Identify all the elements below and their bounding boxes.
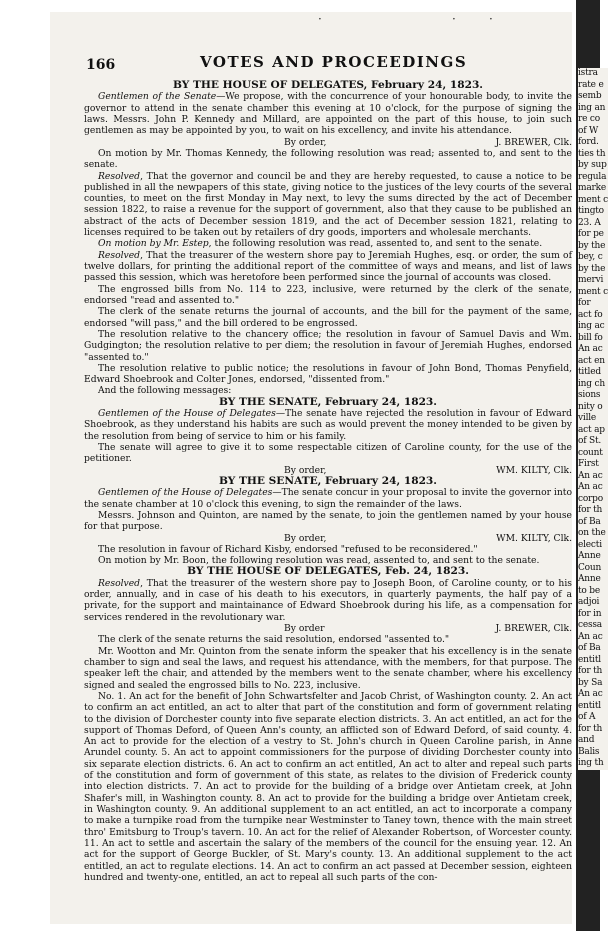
margin-fragment: regula bbox=[578, 171, 607, 182]
margin-fragment: for th bbox=[578, 723, 603, 734]
margin-fragment: act ap bbox=[578, 424, 605, 435]
margin-fragment: ties th bbox=[578, 148, 606, 159]
paragraph-text: Mr. Wootton and Mr. Quinton from the senate inform the speaker that his excellency is in the senate chamber to sign and seal the laws, and request his attendance, with the members, for that purpose. The speaker left the chair, and attended by the members went to the senate chamber, where his excellency signed and sealed the engrossed bills to No. 223, inclusive. bbox=[84, 645, 572, 691]
margin-fragment: rate e bbox=[578, 79, 604, 90]
body-text bbox=[84, 80, 572, 883]
margin-fragment: electi bbox=[578, 539, 602, 550]
signature-by-order: By order, bbox=[284, 464, 327, 476]
margin-fragment: istra bbox=[578, 68, 598, 78]
paragraph-text: The resolution relative to public notice; the resolutions in favour of John Bond, Thomas Penyfield, Edward Shoebrook and Colter Jones, endorsed, "dissented from." bbox=[84, 362, 572, 386]
section-heading: BY THE HOUSE OF DELEGATES, February 24, 1823. bbox=[172, 79, 484, 91]
paragraph bbox=[84, 691, 572, 883]
signature-by-order: By order, bbox=[284, 136, 327, 148]
paragraph bbox=[84, 329, 572, 363]
paragraph-lead: Gentlemen of the House of Delegates bbox=[98, 487, 273, 499]
signature-line bbox=[84, 533, 572, 544]
margin-fragment: re co bbox=[578, 114, 600, 124]
margin-fragment: by the bbox=[578, 240, 606, 251]
margin-fragment: An ac bbox=[578, 470, 603, 481]
margin-fragment: ing ac bbox=[578, 321, 605, 331]
margin-fragment: An ac bbox=[578, 344, 603, 354]
paragraph bbox=[84, 363, 572, 386]
ink-speck: · bbox=[489, 12, 493, 26]
margin-fragment: to be bbox=[578, 585, 600, 596]
paragraph-text: The engrossed bills from No. 114 to 223, inclusive, were returned by the clerk of the senate, endorsed "read and assented to." bbox=[84, 283, 572, 306]
margin-fragment: Anne bbox=[578, 551, 601, 561]
paragraph-text: No. 1. An act for the benefit of John Schwartsfelter and Jacob Christ, of Washington county. 2. An act to confirm an act entitled, an act to alter that part of the constitution and form of government relating to the division of Dorchester county into five separate election districts. 3. An act entitled, an act for the support of Thomas Deford, of Queen Ann's county, an afflicted son of Edward Deford, of said county. 4. An act to provide for the election of a vestry to St. John's church in Queen Caroline parish, in Anne Arundel county. 5. An act to appoint commissioners for the purpose of dividing Dorchester county into six separate election districts. 6. An act to confirm an act entitled, An act to alter and repeal such parts of the constitution and form of government of this state, as relates to the division of Frederick county into election districts. 7. An act to provide for the building of a bridge over Antietam creek, at John Shafer's mill, in Washington county. 8. An act to provide for the building a bridge over Antietam creek, in Washington county. 9. An additional supplement to an act entitled, an act to incorporate a company to make a turnpike road from the turnpike near Westminster to Taney town, thence with the main street thro' Emitsburg to Troup's tavern. 10. An act for the relief of Alexander Robertson, of Worcester county. 11. An act to settle and ascertain the salary of the members of the council for the ensuing year. 12. An act for the support of George Buckler, of St. Mary's county. 13. An additional supplement to the act entitled, an act to regulate elections. 14. An act to confirm an act passed at December session, eighteen hundred and twenty-one, entitled, an act to repeal all such parts of the con- bbox=[84, 690, 572, 883]
margin-fragment: ing an bbox=[578, 102, 606, 113]
paragraph bbox=[84, 510, 572, 533]
paragraph-text: On motion by Mr. Thomas Kennedy, the following resolution was read; assented to, and sent to the senate. bbox=[84, 147, 572, 171]
paragraph bbox=[84, 284, 572, 307]
margin-fragment: 23. A bbox=[578, 217, 601, 228]
paragraph-text: , That the treasurer of the western shore pay to Joseph Boon, of Caroline county, or to his order, annually, and in case of his death to his executors, in quarterly payments, the half pay of a private, for the support and maintainance of Edward Shoebrook during his life, as a compensation for services rendered in the revolutionary war. bbox=[84, 577, 572, 623]
section-heading: BY THE SENATE, February 24, 1823. bbox=[218, 474, 437, 487]
signature-by-order: By order, bbox=[284, 532, 327, 544]
paragraph-text: The resolution in favour of Richard Kisby, endorsed "refused to be reconsidered." bbox=[98, 543, 478, 555]
margin-fragment: titled bbox=[578, 367, 601, 377]
margin-fragment: ing th bbox=[578, 758, 604, 768]
signature-line bbox=[84, 137, 572, 148]
signature-clerk: J. BREWER, Clk. bbox=[495, 136, 572, 148]
margin-fragment: entitl bbox=[578, 700, 601, 711]
paragraph-text: On motion by Mr. Boon, the following resolution was read, assented to, and sent to the senate. bbox=[98, 555, 540, 567]
paragraph bbox=[84, 171, 572, 239]
margin-fragment: for th bbox=[578, 505, 603, 515]
paragraph-text: Messrs. Johnson and Quinton, are named by the senate, to join the gentlemen named by your house for that purpose. bbox=[84, 509, 572, 533]
paragraph-text: —We propose, with the concurrence of your honourable body, to invite the governor to attend in the senate chamber this evening at 10 o'clock, for the purpose of signing the laws. Messrs. John P. Kennedy and Millard, are appointed on the part of this house, to join such gentlemen as may be appointed by you, to wait on his excellency, and invite his attendance. bbox=[84, 91, 572, 137]
margin-fragment: An ac bbox=[578, 482, 603, 492]
margin-fragment: for pe bbox=[578, 229, 604, 239]
paragraph-lead: Gentlemen of the House of Delegates bbox=[98, 408, 276, 420]
paragraph bbox=[84, 578, 572, 623]
margin-fragment: for th bbox=[578, 666, 603, 676]
margin-fragment: corpo bbox=[578, 493, 603, 504]
margin-fragment: ing ch bbox=[578, 378, 605, 389]
ink-speck: · bbox=[318, 12, 322, 26]
margin-fragment: cessa bbox=[578, 620, 602, 630]
paragraph-text: The clerk of the senate returns the said resolution, endorsed "assented to." bbox=[98, 634, 450, 646]
margin-fragment: by Sa bbox=[578, 677, 603, 688]
section-heading: BY THE SENATE, February 24, 1823. bbox=[218, 395, 437, 408]
paragraph-text: The resolution relative to the chancery office; the resolution in favour of Samuel Davis and Wm. Gudgington; the resolution relative to per diem; the resolution in favour of Jeremiah Hughes, endorsed "assented to." bbox=[84, 328, 572, 363]
margin-fragment: ment c bbox=[578, 194, 608, 205]
paragraph-lead: Gentlemen of the Senate bbox=[98, 91, 217, 103]
paragraph-lead: Resolved bbox=[98, 170, 141, 182]
margin-fragment: ville bbox=[578, 413, 597, 423]
margin-fragment: An ac bbox=[578, 631, 603, 642]
margin-fragment: Anne bbox=[578, 574, 601, 584]
margin-fragment: act fo bbox=[578, 309, 603, 320]
signature-line bbox=[84, 623, 572, 634]
margin-fragment: of Ba bbox=[578, 643, 601, 653]
paragraph bbox=[84, 238, 572, 249]
paragraph-text: —The senate concur in your proposal to invite the governor into the senate chamber at 10 o'clock this evening, to sign the remainder of the laws. bbox=[84, 487, 572, 510]
margin-fragment: of W bbox=[578, 125, 599, 136]
margin-fragment: of Ba bbox=[578, 516, 601, 527]
paragraph bbox=[84, 306, 572, 329]
margin-fragment: Balis bbox=[578, 746, 600, 757]
paragraph-text: , That the governor and council be and they are hereby requested, to cause a notice to be published in all the newpapers of this state, giving notice to the justices of the levy courts of the several counties, to meet on the first Monday in May next, to levy the sums directed by the act of December session 1822, to raise a revenue for the support of government, also that they cause to be published an abstract of the acts of December session 1819, and the act of December session 1821, relating to licenses required to be taken out by retailers of dry goods, importers and wholesale merchants. bbox=[84, 170, 572, 239]
paragraph-text: , That the treasurer of the western shore pay to Jeremiah Hughes, esq. or order, the sum of twelve dollars, for printing the additional report of the committee of ways and means, and list of laws passed this session, which was heretofore been performed since the journal of accounts was closed. bbox=[84, 249, 572, 284]
paragraph bbox=[84, 487, 572, 510]
margin-fragment: and bbox=[578, 735, 595, 745]
margin-fragment: tingto bbox=[578, 206, 604, 216]
margin-fragment: bey, c bbox=[578, 252, 603, 262]
margin-fragment: on the bbox=[578, 528, 606, 538]
margin-fragment: ment c bbox=[578, 286, 608, 297]
paragraph-lead: Resolved bbox=[98, 249, 141, 261]
ink-speck: · bbox=[452, 12, 456, 26]
margin-fragment: semb bbox=[578, 91, 602, 101]
margin-fragment: by the bbox=[578, 263, 606, 274]
margin-fragment: of A bbox=[578, 712, 596, 722]
adjacent-page-edge bbox=[576, 0, 608, 931]
paragraph bbox=[84, 544, 572, 555]
paragraph-text: And the following messages: bbox=[98, 385, 232, 397]
paragraph-text: The clerk of the senate returns the journal of accounts, and the bill for the payment of the same, endorsed "will pass," and the bill ordered to be engrossed. bbox=[84, 306, 572, 329]
paragraph-text: —The senate have rejected the resolution in favour of Edward Shoebrook, as they understand his habits are such as would prevent the money intended to be given by the resolution from being of service to him or his family. bbox=[84, 408, 572, 442]
margin-fragment: entitl bbox=[578, 654, 601, 665]
margin-fragment: Coun bbox=[578, 562, 602, 573]
margin-fragment: bill fo bbox=[578, 332, 603, 343]
margin-fragment: sions bbox=[578, 390, 601, 400]
page-number: 166 bbox=[86, 57, 116, 73]
signature-clerk: WM. KILTY, Clk. bbox=[496, 532, 572, 544]
margin-fragment: mervi bbox=[578, 275, 604, 285]
margin-fragment: by sup bbox=[578, 160, 607, 170]
paragraph bbox=[84, 91, 572, 136]
margin-fragment: adjoi bbox=[578, 597, 600, 607]
paragraph bbox=[84, 408, 572, 442]
margin-fragment: of St. bbox=[578, 436, 602, 446]
margin-fragment: count bbox=[578, 447, 603, 458]
paragraph bbox=[84, 634, 572, 645]
margin-fragment: First bbox=[578, 459, 599, 469]
paragraph bbox=[84, 646, 572, 691]
paragraph-lead: Resolved bbox=[98, 577, 141, 589]
margin-fragment: act en bbox=[578, 355, 605, 366]
section-heading: BY THE HOUSE OF DELEGATES, Feb. 24, 1823. bbox=[187, 565, 469, 578]
margin-fragment: nity o bbox=[578, 401, 603, 412]
signature-clerk: WM. KILTY, Clk. bbox=[496, 464, 572, 476]
margin-fragment: marke bbox=[578, 183, 606, 193]
running-head: VOTES AND PROCEEDINGS bbox=[200, 53, 468, 71]
adjacent-page-text bbox=[578, 68, 608, 770]
margin-fragment: for in bbox=[578, 608, 602, 619]
margin-fragment: for bbox=[578, 298, 591, 308]
margin-fragment: ford. bbox=[578, 137, 599, 147]
paragraph bbox=[84, 250, 572, 284]
paragraph-lead: On motion by Mr. Estep bbox=[98, 238, 209, 250]
paragraph bbox=[84, 442, 572, 465]
paragraph-text: The senate will agree to give it to some respectable citizen of Caroline county, for the use of the petitioner. bbox=[84, 442, 572, 465]
signature-clerk: J. BREWER, Clk. bbox=[495, 623, 572, 634]
signature-by-order: By order bbox=[284, 623, 325, 634]
paragraph bbox=[84, 148, 572, 171]
margin-fragment: An ac bbox=[578, 689, 603, 699]
paragraph-text: , the following resolution was read, assented to, and sent to the senate. bbox=[208, 238, 543, 250]
